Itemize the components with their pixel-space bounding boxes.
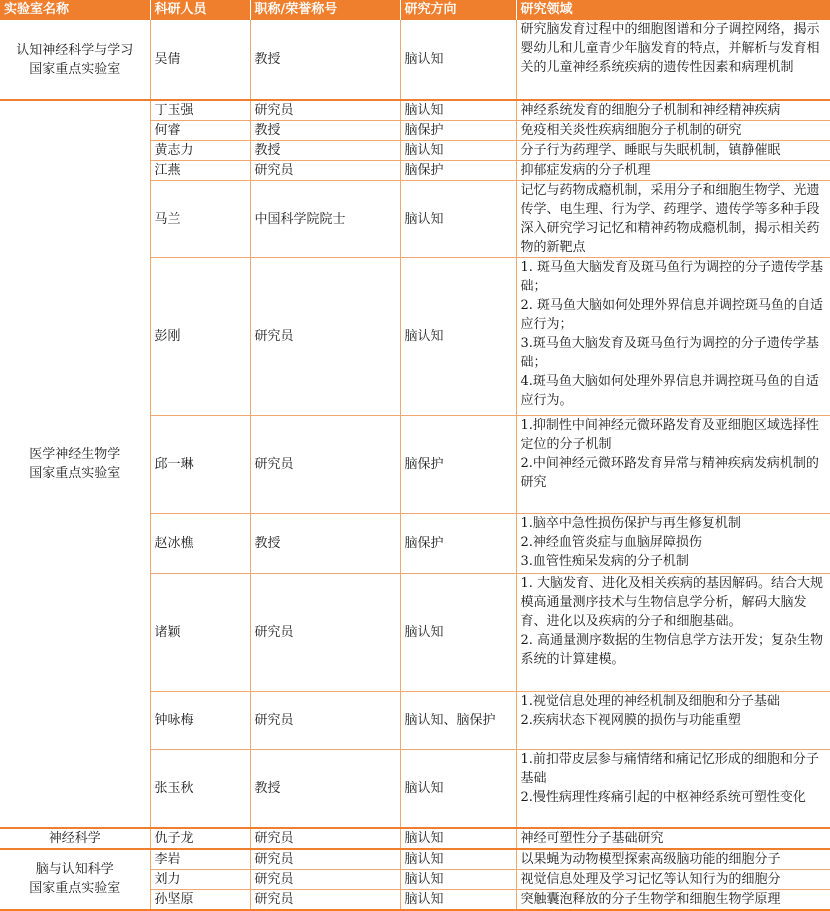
researcher-name-cell: 诸颖 — [150, 574, 250, 692]
direction-cell: 脑认知 — [400, 258, 516, 416]
title-cell: 教授 — [250, 514, 400, 574]
title-cell: 研究员 — [250, 161, 400, 181]
researcher-name-cell: 赵冰樵 — [150, 514, 250, 574]
lab-name-cell: 神经科学 — [0, 828, 150, 849]
direction-cell: 脑保护 — [400, 161, 516, 181]
title-cell: 研究员 — [250, 258, 400, 416]
researcher-name-cell: 江燕 — [150, 161, 250, 181]
direction-cell: 脑保护 — [400, 416, 516, 514]
field-cell: 1. 大脑发育、进化及相关疾病的基因解码。结合大规模高通量测序技术与生物信息学分析，解码大脑发育、进化以及疾病的分子和细胞基础。 2. 高通量测序数据的生物信息学方法开发；复杂生物系统的计算建模。 — [516, 574, 830, 692]
researcher-name-cell: 吴倩 — [150, 20, 250, 100]
title-cell: 研究员 — [250, 416, 400, 514]
researcher-name-cell: 张玉秋 — [150, 750, 250, 828]
field-cell: 1.前扣带皮层参与痛情绪和痛记忆形成的细胞和分子基础 2.慢性病理性疼痛引起的中枢神经系统可塑性变化 — [516, 750, 830, 828]
field-cell: 1.抑制性中间神经元微环路发育及亚细胞区域选择性定位的分子机制 2.中间神经元微环路发育异常与精神疾病发病机制的研究 — [516, 416, 830, 514]
table-row — [0, 828, 830, 849]
title-cell: 研究员 — [250, 692, 400, 750]
field-cell: 突触囊泡释放的分子生物学和细胞生物学原理 — [516, 889, 830, 910]
field-cell: 1.视觉信息处理的神经机制及细胞和分子基础 2.疾病状态下视网膜的损伤与功能重塑 — [516, 692, 830, 750]
direction-cell: 脑认知 — [400, 849, 516, 870]
title-cell: 教授 — [250, 750, 400, 828]
researcher-name-cell: 彭刚 — [150, 258, 250, 416]
field-cell: 抑郁症发病的分子机理 — [516, 161, 830, 181]
table-header — [0, 0, 830, 20]
field-cell: 免疫相关炎性疾病细胞分子机制的研究 — [516, 121, 830, 141]
field-cell: 神经系统发育的细胞分子机制和神经精神疾病 — [516, 100, 830, 121]
title-cell: 中国科学院院士 — [250, 181, 400, 258]
direction-cell: 脑认知、脑保护 — [400, 692, 516, 750]
title-cell: 研究员 — [250, 828, 400, 849]
table-body — [0, 20, 830, 910]
field-cell: 1.脑卒中急性损伤保护与再生修复机制 2.神经血管炎症与血脑屏障损伤 3.血管性痴呆发病的分子机制 — [516, 514, 830, 574]
researcher-name-cell: 邱一琳 — [150, 416, 250, 514]
direction-cell: 脑保护 — [400, 121, 516, 141]
header-direction: 研究方向 — [400, 0, 516, 20]
researcher-name-cell: 孙坚原 — [150, 889, 250, 910]
researcher-name-cell: 刘力 — [150, 869, 250, 889]
header-field: 研究领域 — [516, 0, 830, 20]
table-row — [0, 100, 830, 121]
researcher-name-cell: 丁玉强 — [150, 100, 250, 121]
direction-cell: 脑认知 — [400, 750, 516, 828]
field-cell: 以果蝇为动物模型探索高级脑功能的细胞分子 — [516, 849, 830, 870]
header-lab: 实验室名称 — [0, 0, 150, 20]
table-row — [0, 20, 830, 100]
lab-name-cell: 认知神经科学与学习 国家重点实验室 — [0, 20, 150, 100]
field-cell: 神经可塑性分子基础研究 — [516, 828, 830, 849]
direction-cell: 脑认知 — [400, 889, 516, 910]
title-cell: 研究员 — [250, 889, 400, 910]
direction-cell: 脑认知 — [400, 100, 516, 121]
title-cell: 教授 — [250, 121, 400, 141]
direction-cell: 脑认知 — [400, 181, 516, 258]
title-cell: 研究员 — [250, 100, 400, 121]
title-cell: 教授 — [250, 141, 400, 161]
field-cell: 分子行为药理学、睡眠与失眠机制，镇静催眠 — [516, 141, 830, 161]
direction-cell: 脑认知 — [400, 828, 516, 849]
title-cell: 研究员 — [250, 849, 400, 870]
title-cell: 研究员 — [250, 869, 400, 889]
field-cell: 记忆与药物成瘾机制，采用分子和细胞生物学、光遗传学、电生理、行为学、药理学、遗传学等多种手段深入研究学习记忆和精神药物成瘾机制，揭示相关药物的新靶点 — [516, 181, 830, 258]
field-cell: 视觉信息处理及学习记忆等认知行为的细胞分 — [516, 869, 830, 889]
field-cell: 1. 斑马鱼大脑发育及斑马鱼行为调控的分子遗传学基础； 2. 斑马鱼大脑如何处理外界信息并调控斑马鱼的自适应行为； 3.斑马鱼大脑发育及斑马鱼行为调控的分子遗传学基础； 4.斑马鱼大脑如何处理外界信息并调控斑马鱼的自适应行为。 — [516, 258, 830, 416]
researcher-name-cell: 钟咏梅 — [150, 692, 250, 750]
table-row — [0, 849, 830, 870]
header-title: 职称/荣誉称号 — [250, 0, 400, 20]
direction-cell: 脑保护 — [400, 514, 516, 574]
researcher-name-cell: 仇子龙 — [150, 828, 250, 849]
header-researcher: 科研人员 — [150, 0, 250, 20]
lab-name-cell: 脑与认知科学 国家重点实验室 — [0, 849, 150, 910]
direction-cell: 脑认知 — [400, 20, 516, 100]
direction-cell: 脑认知 — [400, 869, 516, 889]
direction-cell: 脑认知 — [400, 574, 516, 692]
field-cell: 研究脑发育过程中的细胞图谱和分子调控网络，揭示婴幼儿和儿童青少年脑发育的特点，并解析与发育相关的儿童神经系统疾病的遗传性因素和病理机制 — [516, 20, 830, 100]
researcher-name-cell: 何睿 — [150, 121, 250, 141]
lab-name-cell: 医学神经生物学 国家重点实验室 — [0, 100, 150, 828]
researcher-name-cell: 马兰 — [150, 181, 250, 258]
researcher-name-cell: 李岩 — [150, 849, 250, 870]
direction-cell: 脑认知 — [400, 141, 516, 161]
researcher-name-cell: 黄志力 — [150, 141, 250, 161]
title-cell: 研究员 — [250, 574, 400, 692]
title-cell: 教授 — [250, 20, 400, 100]
